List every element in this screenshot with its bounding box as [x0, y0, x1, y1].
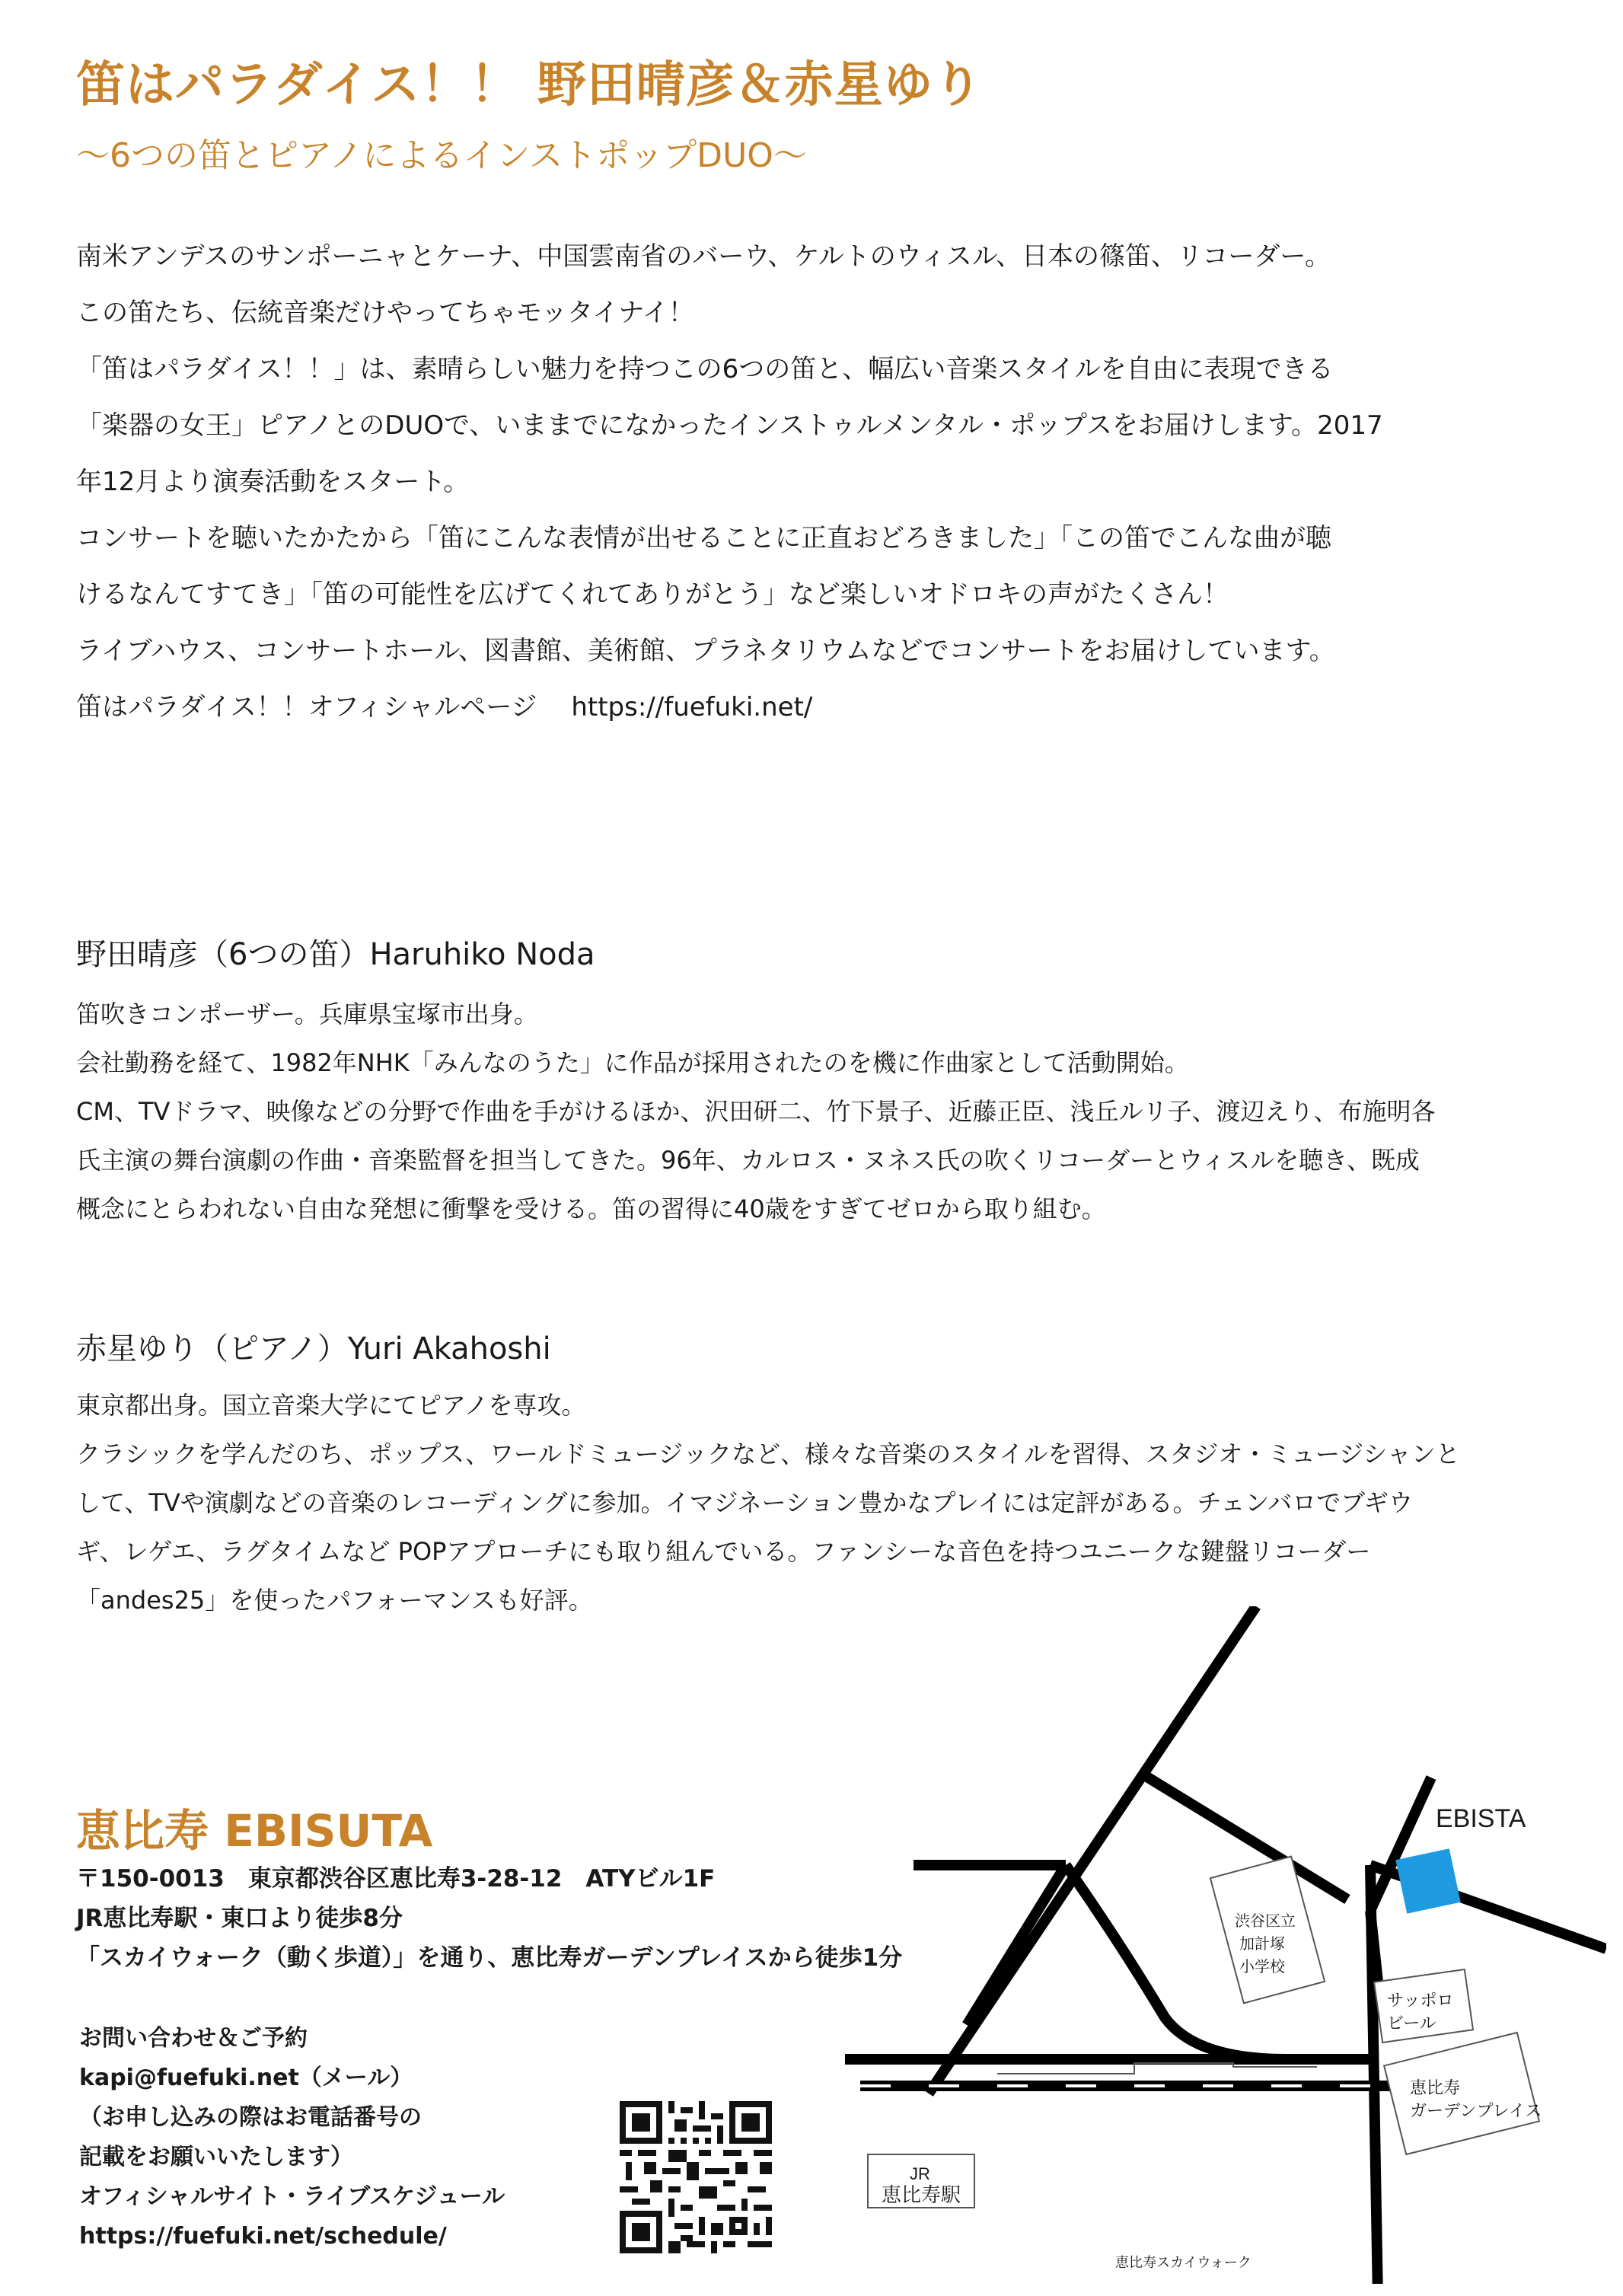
- venue-marker: [1395, 1848, 1460, 1913]
- intro-text: [76, 228, 1568, 735]
- page-title: 笛はパラダイス！！ 野田晴彦＆赤星ゆり: [76, 57, 983, 113]
- contact-email[interactable]: kapi@fuefuki.net（メール）: [79, 2065, 413, 2091]
- page-subtitle: ～6つの笛とピアノによるインストポップDUO～: [76, 136, 807, 175]
- noda-bio: [76, 990, 1435, 1233]
- bio-line: 笛吹きコンポーザー。兵庫県宝塚市出身。: [76, 1000, 538, 1028]
- intro-line: 「楽器の女王」ピアノとのDUOで、いままでになかったインストゥルメンタル・ポップスをお届けします。2017: [76, 410, 1383, 441]
- map-school-label: 加計塚: [1239, 1936, 1285, 1953]
- bio-line: 概念にとらわれない自由な発想に衝撃を受ける。笛の習得に40歳をすぎてゼロから取り組む。: [76, 1194, 1106, 1223]
- map-station-label: JR: [910, 2164, 930, 2183]
- venue-line: JR恵比寿駅・東口より徒歩8分: [76, 1905, 403, 1932]
- venue-address: [76, 1859, 902, 1978]
- bio-line: ギ、レゲエ、ラグタイムなど POPアプローチにも取り組んでいる。ファンシーな音色を持つユニークな鍵盤リコーダー: [76, 1537, 1371, 1566]
- intro-line: 南米アンデスのサンポーニャとケーナ、中国雲南省のバーウ、ケルトのウィスル、日本の篠笛、リコーダー。: [76, 241, 1331, 272]
- qr-code-icon[interactable]: [620, 2101, 772, 2253]
- map-school-label: 小学校: [1239, 1959, 1285, 1976]
- contact-line: オフィシャルサイト・ライブスケジュール: [79, 2183, 505, 2210]
- map-garden: [1384, 2033, 1539, 2154]
- bio-line: クラシックを学んだのち、ポップス、ワールドミュージックなど、様々な音楽のスタイルを習得、スタジオ・ミュージシャンと: [76, 1440, 1460, 1468]
- intro-line: けるなんてすてき」「笛の可能性を広げてくれてありがとう」など楽しいオドロキの声がたくさん！: [76, 579, 1229, 610]
- intro-line: コンサートを聴いたかたから「笛にこんな表情が出せることに正直おどろきました」「この笛でこんな曲が聴: [76, 523, 1331, 553]
- akahoshi-bio: [76, 1381, 1460, 1625]
- bio-line: 氏主演の舞台演劇の作曲・音楽監督を担当してきた。96年、カルロス・ヌネス氏の吹くリコーダーとウィスルを聴き、既成: [76, 1146, 1420, 1175]
- map-road: [967, 1865, 1066, 2025]
- bio-line: CM、TVドラマ、映像などの分野で作曲を手がけるほか、沢田研二、竹下景子、近藤正臣、浅丘ルリ子、渡辺えり、布施明各: [76, 1097, 1436, 1126]
- venue-line: 「スカイウォーク（動く歩道）」を通り、恵比寿ガーデンプレイスから徒歩1分: [76, 1944, 903, 1972]
- akahoshi-heading: 赤星ゆり（ピアノ）Yuri Akahoshi: [76, 1331, 551, 1366]
- map-venue-label: EBISTA: [1436, 1804, 1526, 1833]
- intro-line: 「笛はパラダイス！！」は、素晴らしい魅力を持つこの6つの笛と、幅広い音楽スタイルを自由に表現できる: [76, 354, 1334, 384]
- bio-line: 東京都出身。国立音楽大学にてピアノを専攻。: [76, 1391, 586, 1420]
- intro-line: この笛たち、伝統音楽だけやってちゃモッタイナイ！: [76, 298, 694, 328]
- map-school-label: 渋谷区立: [1235, 1913, 1296, 1930]
- noda-heading: 野田晴彦（6つの笛）Haruhiko Noda: [76, 937, 595, 972]
- bio-line: 会社勤務を経て、1982年NHK「みんなのうた」に作品が採用されたのを機に作曲家として活動開始。: [76, 1048, 1189, 1077]
- contact-line: 記載をお願いいたします）: [79, 2144, 353, 2170]
- contact-info: [79, 2019, 505, 2256]
- contact-line: お問い合わせ＆ご予約: [79, 2025, 308, 2052]
- map-sapporo-label: ビール: [1387, 2014, 1436, 2033]
- intro-line: 笛はパラダイス！！オフィシャルページ https://fuefuki.net/: [76, 692, 813, 722]
- map-skywalk-label: 恵比寿スカイウォーク: [1115, 2255, 1252, 2270]
- map-garden-label: ガーデンプレイス: [1410, 2101, 1542, 2120]
- access-map: [845, 1606, 1606, 2287]
- contact-line: （お申し込みの際はお電話番号の: [79, 2104, 422, 2131]
- map-garden-label: 恵比寿: [1410, 2078, 1461, 2097]
- intro-line: 年12月より演奏活動をスタート。: [76, 467, 470, 497]
- map-skywalk: [997, 2063, 1317, 2074]
- map-road: [929, 1606, 1256, 2094]
- venue-line: 〒150-0013 東京都渋谷区恵比寿3-28-12 ATYビル1F: [76, 1865, 716, 1893]
- venue-name: 恵比寿 EBISUTA: [76, 1805, 433, 1857]
- intro-line: ライブハウス、コンサートホール、図書館、美術館、プラネタリウムなどでコンサートをお届けしています。: [76, 636, 1335, 666]
- bio-line: 「andes25」を使ったパフォーマンスも好評。: [76, 1586, 593, 1615]
- map-sapporo-label: サッポロ: [1387, 1991, 1454, 2010]
- map-station-label: 恵比寿駅: [882, 2183, 961, 2206]
- bio-line: して、TVや演劇などの音楽のレコーディングに参加。イマジネーション豊かなプレイには定評がある。チェンバロでブギウ: [76, 1488, 1414, 1517]
- contact-url[interactable]: https://fuefuki.net/schedule/: [79, 2223, 447, 2250]
